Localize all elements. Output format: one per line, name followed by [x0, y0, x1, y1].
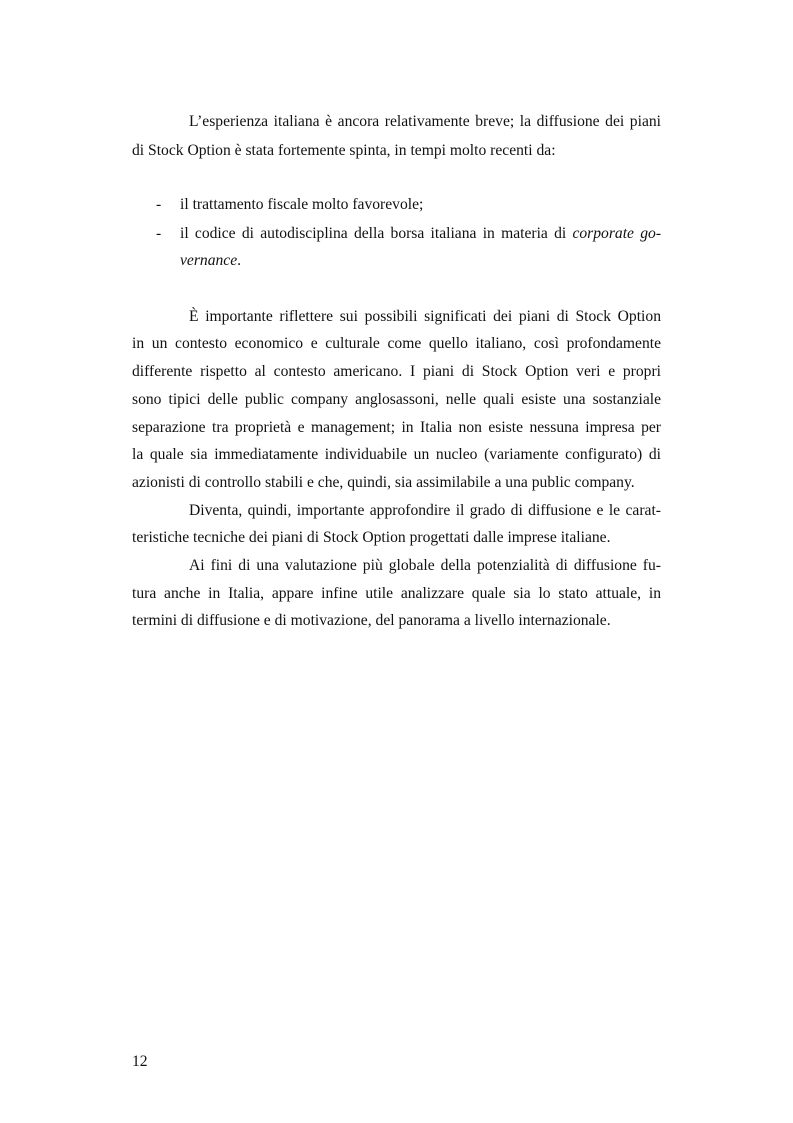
text-line: Diventa, quindi, importante approfondire il grado di diffusione e le carat- [189, 502, 661, 519]
text-line: sono tipici delle public company anglosassoni, nelle quali esiste una sostanziale [132, 391, 661, 408]
text-line: azionisti di controllo stabili e che, quindi, sia assimilabile a una public company. [132, 474, 635, 491]
text-line: separazione tra proprietà e management; in Italia non esiste nessuna impresa per [132, 419, 661, 436]
list-item-text: il trattamento fiscale molto favorevole; [180, 196, 424, 213]
text-line: differente rispetto al contesto americano. I piani di Stock Option veri e propri [132, 363, 661, 380]
italic-term: vernance [180, 252, 238, 269]
text-line: la quale sia immediatamente individuabile un nucleo (variamente configurato) di [132, 446, 661, 463]
italic-term: corporate go- [572, 225, 662, 242]
list-item-text [180, 224, 661, 244]
list-item-text-part: il codice di autodisciplina della borsa italiana in materia di [180, 225, 567, 242]
list-bullet: - [156, 225, 162, 242]
text-line: termini di diffusione e di motivazione, del panorama a livello internazionale. [132, 612, 611, 629]
list-bullet: - [156, 196, 162, 213]
list-item-text [180, 251, 241, 271]
text-line: L’esperienza italiana è ancora relativamente breve; la diffusione dei piani [189, 113, 661, 130]
text-line: in un contesto economico e culturale come quello italiano, così profondamente [132, 335, 661, 352]
text-line: È importante riflettere sui possibili significati dei piani di Stock Option [189, 308, 661, 325]
page-number: 12 [132, 1053, 148, 1070]
text-line: teristiche tecniche dei piani di Stock Option progettati dalle imprese italiane. [132, 529, 611, 546]
list-item-text-part: . [237, 252, 242, 269]
text-line: di Stock Option è stata fortemente spinta, in tempi molto recenti da: [132, 142, 556, 159]
text-line: tura anche in Italia, appare infine utile analizzare quale sia lo stato attuale, in [132, 585, 661, 602]
text-line: Ai fini di una valutazione più globale della potenzialità di diffusione fu- [189, 557, 661, 574]
